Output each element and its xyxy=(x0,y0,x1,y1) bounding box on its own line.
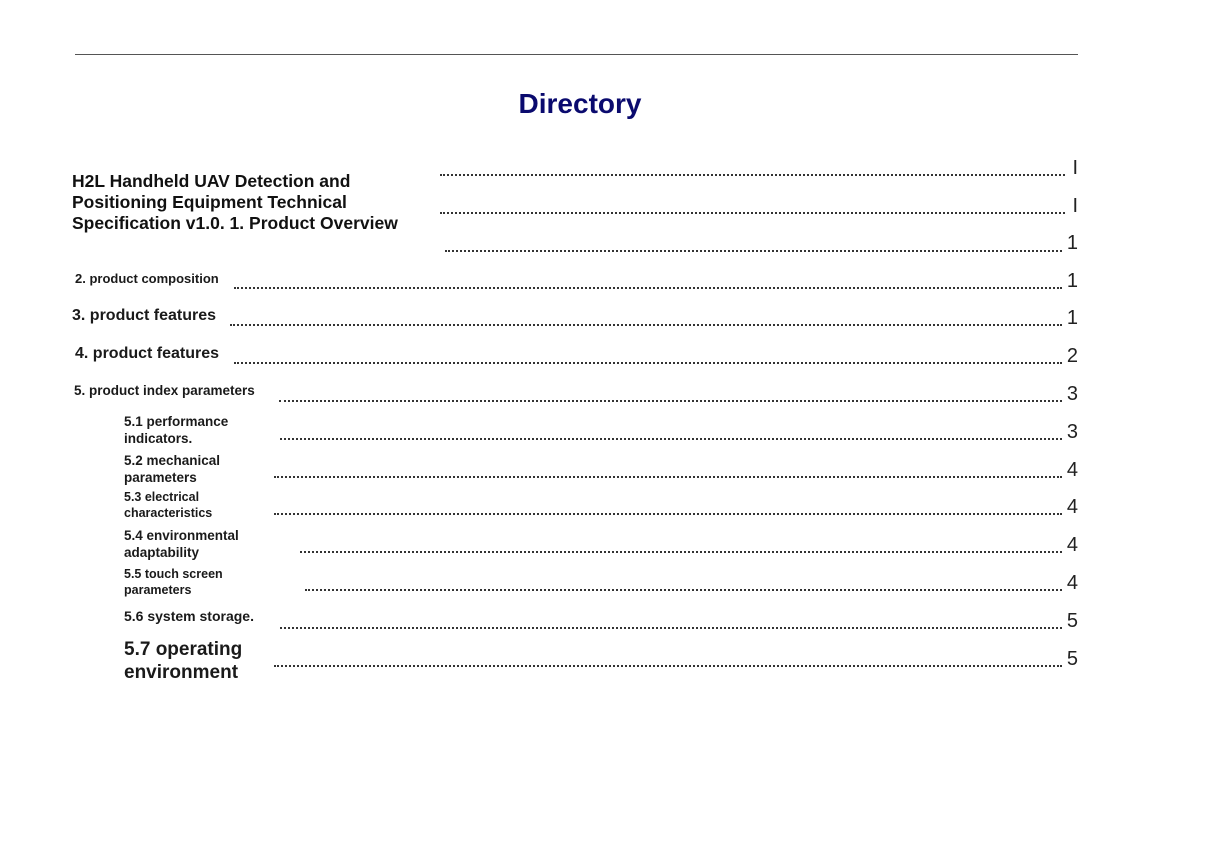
toc-page-number[interactable]: 4 xyxy=(1066,496,1078,518)
toc-entry-touch-screen-parameters[interactable] xyxy=(124,566,223,598)
toc-page-number[interactable]: 3 xyxy=(1066,421,1078,443)
toc-leader xyxy=(445,250,1062,252)
toc-page-number[interactable]: 1 xyxy=(1066,307,1078,329)
header-rule xyxy=(75,54,1078,55)
toc-entry-product-index-parameters[interactable]: 5. product index parameters xyxy=(74,383,255,398)
toc-label-line-1: 5.5 touch screen xyxy=(124,567,223,581)
intro-heading-block[interactable] xyxy=(72,171,398,234)
toc-entry-performance-indicators[interactable] xyxy=(124,413,228,447)
toc-entry-electrical-characteristics[interactable] xyxy=(124,489,212,521)
toc-label-line-1: 5.7 operating xyxy=(124,639,243,660)
toc-entry-product-features[interactable]: 3. product features xyxy=(72,307,217,324)
toc-label-line-2: indicators. xyxy=(124,431,193,446)
intro-line-2: Positioning Equipment Technical xyxy=(72,192,347,212)
toc-page-number[interactable]: 4 xyxy=(1066,572,1078,594)
intro-line-3: Specification v1.0. 1. Product Overview xyxy=(72,213,398,233)
toc-page-number[interactable]: 3 xyxy=(1066,383,1078,405)
toc-leader xyxy=(440,174,1065,176)
toc-leader xyxy=(234,362,1062,364)
toc-page-number[interactable]: 2 xyxy=(1066,345,1078,367)
toc-leader xyxy=(300,551,1062,553)
toc-leader xyxy=(279,400,1062,402)
toc-leader xyxy=(440,212,1065,214)
toc-page-number[interactable]: 5 xyxy=(1066,610,1078,632)
toc-leader xyxy=(274,476,1062,478)
toc-label-line-2: parameters xyxy=(124,470,197,485)
toc-page-number[interactable]: 4 xyxy=(1066,459,1078,481)
toc-page-number[interactable]: 4 xyxy=(1066,534,1078,556)
toc-label-line-2: characteristics xyxy=(124,506,213,520)
toc-leader xyxy=(280,438,1062,440)
toc-label-line-2: environment xyxy=(124,662,239,683)
toc-leader xyxy=(274,513,1062,515)
toc-label-line-1: 5.2 mechanical xyxy=(124,453,221,468)
toc-entry-system-storage[interactable]: 5.6 system storage. xyxy=(124,608,254,624)
toc-entry-environmental-adaptability[interactable] xyxy=(124,527,239,561)
toc-label-line-1: 5.1 performance xyxy=(124,414,229,429)
toc-label-line-1: 5.3 electrical xyxy=(124,490,200,504)
toc-leader xyxy=(305,589,1062,591)
toc-leader xyxy=(234,287,1062,289)
intro-line-1: H2L Handheld UAV Detection and xyxy=(72,171,351,191)
toc-leader xyxy=(230,324,1062,326)
toc-label-line-1: 5.4 environmental xyxy=(124,528,239,543)
toc-page-number[interactable]: 5 xyxy=(1066,648,1078,670)
toc-entry-operating-environment[interactable] xyxy=(124,638,242,684)
toc-entry-product-features-2[interactable]: 4. product features xyxy=(75,345,220,362)
toc-page-number[interactable]: I xyxy=(1072,195,1078,217)
toc-page-number[interactable]: I xyxy=(1072,157,1078,179)
toc-page-number[interactable]: 1 xyxy=(1066,270,1078,292)
page-title: Directory xyxy=(518,88,642,119)
toc-label-line-2: adaptability xyxy=(124,545,200,560)
toc-entry-product-composition[interactable]: 2. product composition xyxy=(75,271,219,286)
toc-entry-mechanical-parameters[interactable] xyxy=(124,452,220,486)
toc-leader xyxy=(274,665,1062,667)
toc-page-number[interactable]: 1 xyxy=(1066,232,1078,254)
toc-leader xyxy=(280,627,1062,629)
toc-label-line-2: parameters xyxy=(124,583,192,597)
